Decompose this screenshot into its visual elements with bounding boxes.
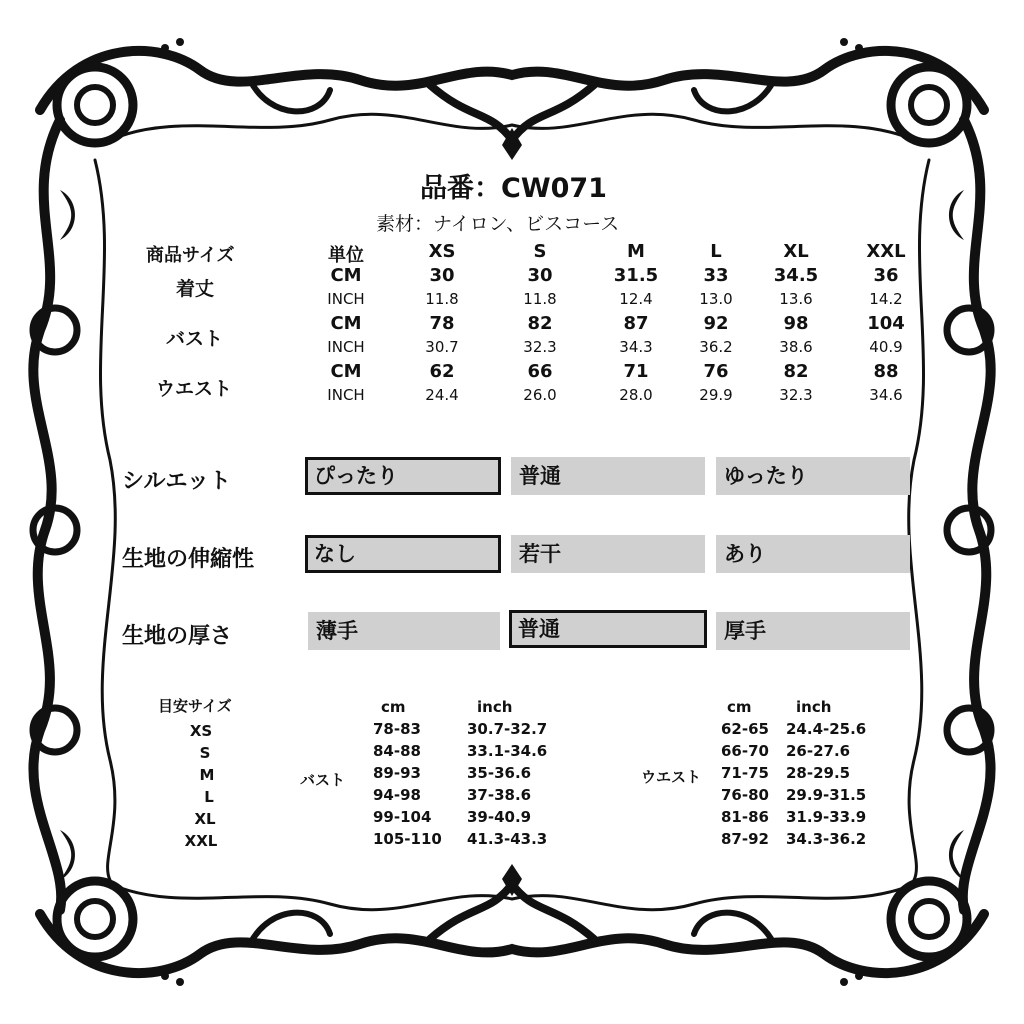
guide-waist-cm-header: cm: [727, 698, 752, 716]
length-cm-xs: 30: [429, 265, 455, 286]
size-col-header: L: [710, 241, 722, 262]
length-cm-l: 33: [703, 265, 729, 286]
guide-waist-cm: 71-75: [721, 764, 769, 782]
guide-waist-inch: 34.3-36.2: [786, 830, 867, 848]
length-inch-l: 13.0: [699, 290, 733, 308]
product-code: 品番：CW071: [420, 173, 607, 204]
length-cm-s: 30: [527, 265, 553, 286]
unit-inch: INCH: [327, 338, 365, 356]
waist-cm-xs: 62: [429, 361, 455, 382]
bust-cm-xs: 78: [429, 313, 455, 334]
size-col-header: M: [627, 241, 645, 262]
row-label-bust: バスト: [166, 328, 224, 350]
material: 素材：ナイロン、ビスコース: [376, 213, 620, 235]
length-inch-xl: 13.6: [779, 290, 813, 308]
thickness-option-normal: 普通: [509, 610, 707, 648]
guide-size: XL: [194, 810, 216, 828]
stretch-option-yes: あり: [716, 535, 910, 573]
unit-cm: CM: [330, 265, 362, 286]
bust-inch-xs: 30.7: [425, 338, 459, 356]
bust-inch-xl: 38.6: [779, 338, 813, 356]
bust-inch-s: 32.3: [523, 338, 557, 356]
bust-inch-l: 36.2: [699, 338, 733, 356]
waist-cm-xxl: 88: [873, 361, 899, 382]
stretch-option-none: なし: [305, 535, 501, 573]
guide-size: M: [199, 766, 215, 784]
guide-waist-inch: 29.9-31.5: [786, 786, 867, 804]
guide-bust-inch: 35-36.6: [467, 764, 532, 782]
silhouette-option-normal: 普通: [511, 457, 705, 495]
unit-inch: INCH: [327, 290, 365, 308]
thickness-option-thin: 薄手: [308, 612, 500, 650]
waist-inch-l: 29.9: [699, 386, 733, 404]
size-col-header: XXL: [866, 241, 906, 262]
guide-bust-inch: 37-38.6: [467, 786, 532, 804]
thickness-label: 生地の厚さ: [122, 624, 233, 649]
guide-waist-inch: 31.9-33.9: [786, 808, 867, 826]
silhouette-option-fitted: ぴったり: [305, 457, 501, 495]
waist-cm-xl: 82: [783, 361, 809, 382]
thickness-option-thick: 厚手: [716, 612, 910, 650]
guide-size: XS: [189, 722, 213, 740]
guide-bust-inch: 39-40.9: [467, 808, 532, 826]
size-col-header: S: [533, 241, 547, 262]
guide-bust-cm: 84-88: [373, 742, 421, 760]
guide-bust-cm: 105-110: [373, 830, 442, 848]
guide-size: S: [199, 744, 211, 762]
unit-cm: CM: [330, 361, 362, 382]
waist-inch-xxl: 34.6: [869, 386, 903, 404]
row-label-length: 着丈: [176, 278, 215, 300]
guide-size: L: [204, 788, 214, 806]
length-cm-m: 31.5: [613, 265, 659, 286]
size-header-label: 商品サイズ: [146, 245, 235, 266]
bust-cm-s: 82: [527, 313, 553, 334]
guide-bust-cm: 78-83: [373, 720, 421, 738]
length-cm-xl: 34.5: [773, 265, 819, 286]
length-inch-xs: 11.8: [425, 290, 459, 308]
bust-inch-m: 34.3: [619, 338, 653, 356]
guide-bust-cm: 99-104: [373, 808, 432, 826]
guide-bust-label: バスト: [300, 771, 346, 789]
guide-bust-inch: 41.3-43.3: [467, 830, 548, 848]
guide-size: XXL: [184, 832, 218, 850]
waist-cm-s: 66: [527, 361, 553, 382]
guide-bust-inch: 33.1-34.6: [467, 742, 548, 760]
length-inch-s: 11.8: [523, 290, 557, 308]
guide-bust-cm-header: cm: [381, 698, 406, 716]
guide-title: 目安サイズ: [158, 697, 232, 715]
bust-cm-xl: 98: [783, 313, 809, 334]
unit-inch: INCH: [327, 386, 365, 404]
guide-waist-inch: 24.4-25.6: [786, 720, 867, 738]
bust-inch-xxl: 40.9: [869, 338, 903, 356]
guide-bust-cm: 94-98: [373, 786, 421, 804]
guide-waist-cm: 62-65: [721, 720, 769, 738]
unit-cm: CM: [330, 313, 362, 334]
guide-waist-label: ウエスト: [641, 768, 702, 786]
waist-cm-l: 76: [703, 361, 729, 382]
bust-cm-l: 92: [703, 313, 729, 334]
guide-waist-inch: 28-29.5: [786, 764, 851, 782]
guide-waist-inch: 26-27.6: [786, 742, 851, 760]
stretch-label: 生地の伸縮性: [122, 547, 255, 572]
length-inch-m: 12.4: [619, 290, 653, 308]
guide-bust-cm: 89-93: [373, 764, 421, 782]
guide-bust-inch: 30.7-32.7: [467, 720, 548, 738]
size-col-header: XS: [428, 241, 456, 262]
guide-waist-cm: 76-80: [721, 786, 769, 804]
bust-cm-m: 87: [623, 313, 649, 334]
guide-waist-cm: 81-86: [721, 808, 769, 826]
silhouette-label: シルエット: [122, 469, 232, 494]
silhouette-option-loose: ゆったり: [716, 457, 910, 495]
guide-waist-cm: 66-70: [721, 742, 769, 760]
stretch-option-slight: 若干: [511, 535, 705, 573]
bust-cm-xxl: 104: [867, 313, 905, 334]
guide-waist-cm: 87-92: [721, 830, 769, 848]
length-inch-xxl: 14.2: [869, 290, 903, 308]
waist-cm-m: 71: [623, 361, 649, 382]
length-cm-xxl: 36: [873, 265, 899, 286]
guide-waist-inch-header: inch: [796, 698, 832, 716]
waist-inch-xs: 24.4: [425, 386, 459, 404]
guide-bust-inch-header: inch: [477, 698, 513, 716]
row-label-waist: ウエスト: [156, 378, 233, 400]
waist-inch-xl: 32.3: [779, 386, 813, 404]
size-col-header: XL: [783, 241, 809, 262]
unit-header-label: 単位: [328, 245, 364, 266]
waist-inch-m: 28.0: [619, 386, 653, 404]
waist-inch-s: 26.0: [523, 386, 557, 404]
